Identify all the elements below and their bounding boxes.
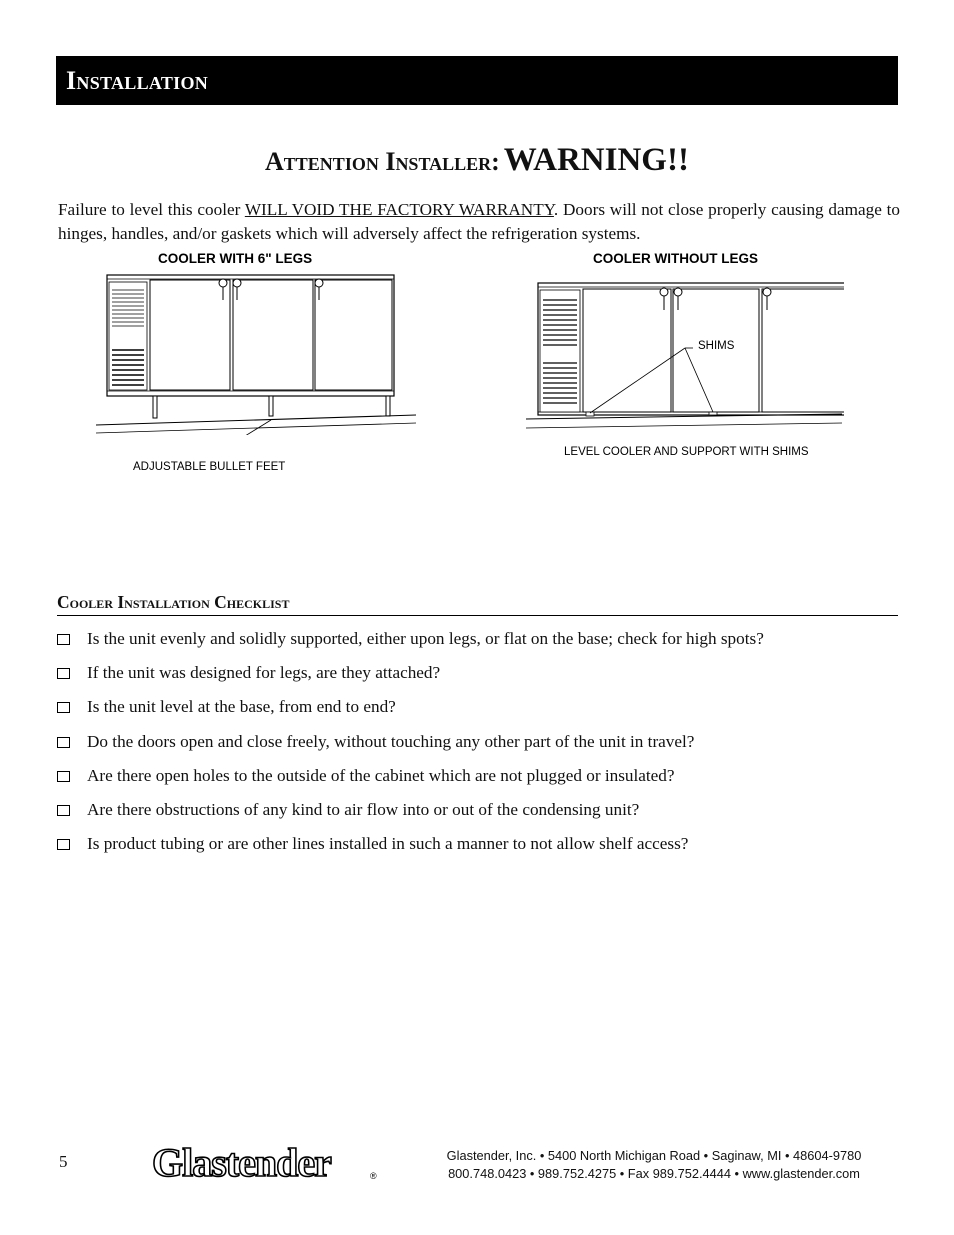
shims-callout: SHIMS xyxy=(698,340,735,352)
checklist-item xyxy=(57,832,907,866)
bullet-feet-callout: ADJUSTABLE BULLET FEET xyxy=(133,461,286,473)
checkbox-icon[interactable] xyxy=(57,771,70,782)
checklist-item xyxy=(57,764,907,798)
right-figure-caption: COOLER WITHOUT LEGS xyxy=(593,251,758,266)
footer-address: Glastender, Inc. • 5400 North Michigan Road • Saginaw, MI • 48604-9780 xyxy=(446,1148,862,1163)
checklist-item-text: Is the unit evenly and solidly supported, either upon legs, or flat on the base; check for high spots? xyxy=(87,629,764,648)
checklist-item xyxy=(57,798,907,832)
section-title: Installation xyxy=(66,65,209,95)
checklist-item xyxy=(57,730,907,764)
page-number: 5 xyxy=(59,1152,68,1171)
warning-text-after: . Doors will not close properly causing damage to hinges, handles, and/or gaskets which will adversely affect the refrigeration systems. xyxy=(58,200,901,243)
warning-text-before: Failure to level this cooler xyxy=(58,200,245,219)
checkbox-icon[interactable] xyxy=(57,737,70,748)
installation-checklist xyxy=(57,627,907,866)
checklist-item-text: Is product tubing or are other lines installed in such a manner to not allow shelf access? xyxy=(87,834,689,854)
cooler-with-legs-illustration xyxy=(94,270,419,435)
checklist-item xyxy=(57,695,907,729)
checkbox-icon[interactable] xyxy=(57,839,70,850)
warning-text xyxy=(58,198,900,246)
checkbox-icon[interactable] xyxy=(57,702,70,713)
cooler-without-legs-illustration xyxy=(524,278,844,438)
warning-title-lead: Attention Installer: xyxy=(265,147,500,176)
checklist-item-text: Are there obstructions of any kind to air flow into or out of the condensing unit? xyxy=(87,799,640,819)
checklist-item-text: Are there open holes to the outside of the cabinet which are not plugged or insulated? xyxy=(87,765,675,785)
footer-phone: 800.748.0423 • 989.752.4275 • Fax 989.752.4444 • www.glastender.com xyxy=(448,1166,860,1181)
checkbox-icon[interactable] xyxy=(57,634,70,645)
checklist-item-text: If the unit was designed for legs, are they attached? xyxy=(87,663,441,683)
checklist-item xyxy=(57,661,907,695)
warning-title xyxy=(0,142,954,179)
checkbox-icon[interactable] xyxy=(57,668,70,679)
footer-contact xyxy=(410,1147,898,1183)
checklist-item xyxy=(57,627,907,661)
glastender-logo xyxy=(150,1140,380,1184)
section-banner xyxy=(56,56,898,105)
logo-text: Glastender xyxy=(152,1140,331,1184)
checkbox-icon[interactable] xyxy=(57,805,70,816)
level-cooler-callout: LEVEL COOLER AND SUPPORT WITH SHIMS xyxy=(564,446,809,458)
left-figure-caption: COOLER WITH 6" LEGS xyxy=(158,251,313,266)
checklist-item-text: Do the doors open and close freely, without touching any other part of the unit in travel? xyxy=(87,731,695,751)
warranty-warning: WILL VOID THE FACTORY WARRANTY xyxy=(244,200,554,219)
checklist-item-text: Is the unit level at the base, from end to end? xyxy=(87,697,396,717)
registered-mark: ® xyxy=(370,1171,377,1181)
checklist-heading: Cooler Installation Checklist xyxy=(57,592,898,616)
warning-title-emphasis: WARNING!! xyxy=(503,142,689,178)
